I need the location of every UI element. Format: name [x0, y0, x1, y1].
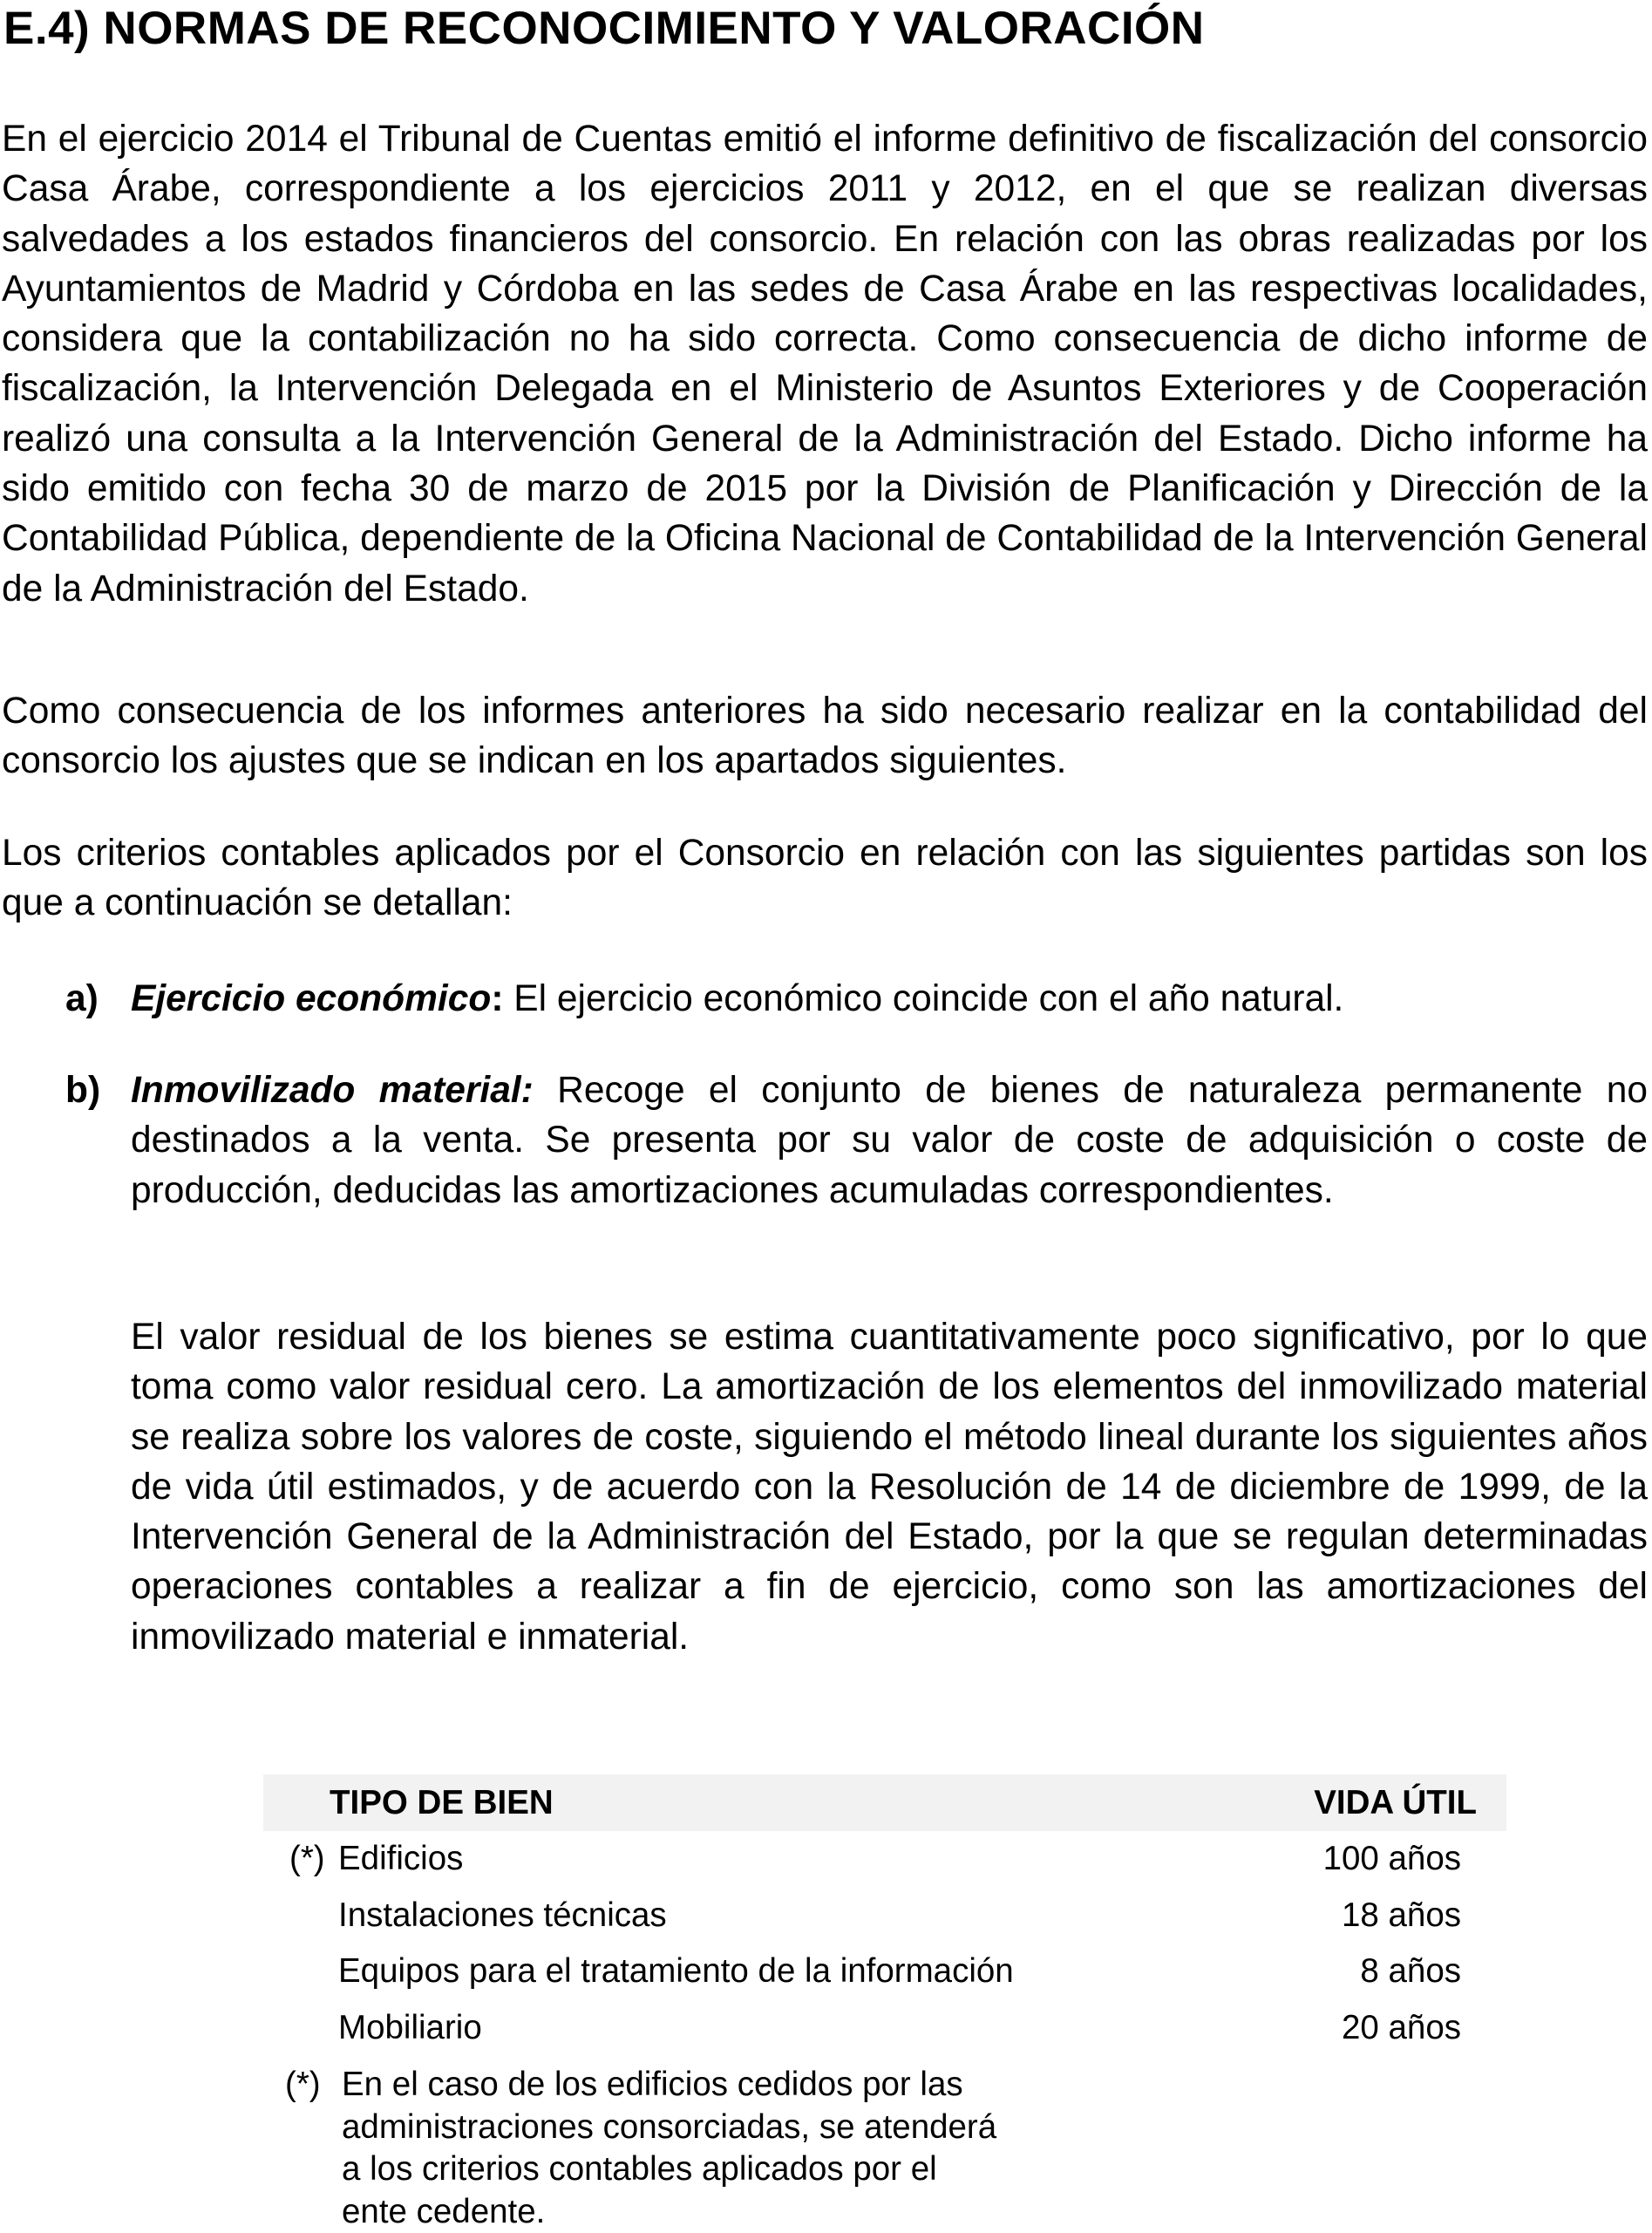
table-row: [263, 1831, 1506, 1888]
paragraph-valor-residual: El valor residual de los bienes se estima cuantitativamente poco significativo, por lo que toma como valor residual cero. La amortización de los elementos del inmovilizado material se realiza sobre los valores de coste, siguiendo el método lineal durante los siguientes años de vida útil estimados, y de acuerdo con la Resolución de 14 de diciembre de 1999, de la Intervención General de la Administración del Estado, por la que se regulan determinadas operaciones contables a realizar a fin de ejercicio, como son las amortizaciones del inmovilizado material e inmaterial.: [131, 1317, 1648, 1658]
footnote-mark: (*): [285, 2066, 321, 2103]
term-label: Inmovilizado material:: [131, 1070, 534, 1111]
row-asset-type: Edificios: [338, 1840, 464, 1877]
term-label: Ejercicio económico: [131, 978, 492, 1019]
row-asset-type: Instalaciones técnicas: [338, 1896, 667, 1934]
row-useful-life: 100 años: [1322, 1840, 1461, 1877]
table-header: [263, 1774, 1506, 1831]
list-item-text: [131, 974, 1648, 1024]
term-description: Recoge el conjunto de bienes de naturaleza permanente no destinados a la venta. Se presenta por su valor de coste de adquisición o coste de producción, deducidas las amortizaciones acumuladas correspondientes.: [131, 1070, 1648, 1211]
table-row: [263, 1944, 1506, 2000]
column-header-tipo-de-bien: TIPO DE BIEN: [330, 1784, 554, 1821]
row-useful-life: 20 años: [1341, 2008, 1461, 2046]
vida-util-table: [263, 1774, 1506, 2056]
term-colon: :: [491, 978, 504, 1019]
row-asset-type: Equipos para el tratamiento de la información: [338, 1952, 1014, 1990]
paragraph-tribunal-cuentas: En el ejercicio 2014 el Tribunal de Cuentas emitió el informe definitivo de fiscalización del consorcio Casa Árabe, correspondiente a los ejercicios 2011 y 2012, en el que se realizan diversas salvedades a los estados financieros del consorcio. En relación con las obras realizadas por los Ayuntamientos de Madrid y Córdoba en las sedes de Casa Árabe en las respectivas localidades, considera que la contabilización no ha sido correcta. Como consecuencia de dicho informe de fiscalización, la Intervención Delegada en el Ministerio de Asuntos Exteriores y de Cooperación realizó una consulta a la Intervención General de la Administración del Estado. Dicho informe ha sido emitido con fecha 30 de marzo de 2015 por la División de Planificación y Dirección de la Contabilidad Pública, dependiente de la Oficina Nacional de Contabilidad de la Intervención General de la Administración del Estado.: [2, 119, 1648, 609]
list-marker: a): [65, 978, 99, 1019]
row-asset-type: Mobiliario: [338, 2008, 482, 2046]
list-item-text: [131, 1065, 1648, 1215]
footnote-text: En el caso de los edificios cedidos por las administraciones consorciadas, se atenderá a los criterios contables aplicados por el ente cedente.: [342, 2066, 997, 2230]
table-row: [263, 1888, 1506, 1944]
paragraph-consecuencia: Como consecuencia de los informes anteriores ha sido necesario realizar en la contabilidad del consorcio los ajustes que se indican en los apartados siguientes.: [2, 691, 1648, 782]
column-header-vida-util: VIDA ÚTIL: [1314, 1784, 1477, 1821]
table-row: [263, 2000, 1506, 2057]
row-useful-life: 8 años: [1360, 1952, 1461, 1990]
section-heading: E.4) NORMAS DE RECONOCIMIENTO Y VALORACIÓN: [3, 3, 1205, 54]
paragraph-criterios: Los criterios contables aplicados por el Consorcio en relación con las siguientes partidas son los que a continuación se detallan:: [2, 833, 1648, 924]
row-useful-life: 18 años: [1341, 1896, 1461, 1934]
term-description: El ejercicio económico coincide con el año natural.: [503, 978, 1344, 1019]
list-marker: b): [65, 1070, 101, 1111]
row-footnote-mark: (*): [289, 1840, 325, 1877]
